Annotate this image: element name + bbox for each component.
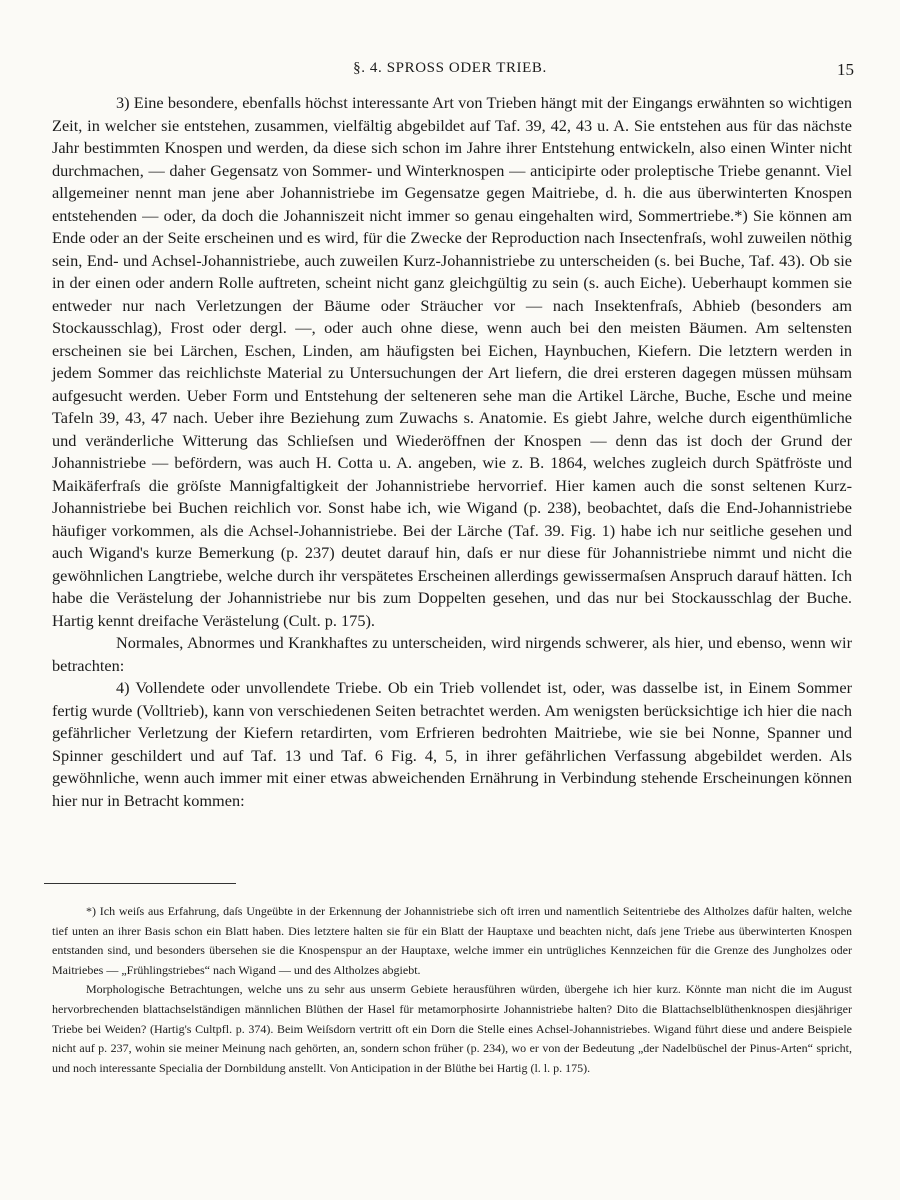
paragraph-vollendete-triebe: 4) Vollendete oder unvollendete Triebe. Ob ein Trieb vollendet ist, oder, was dasselbe ist, in Einem Sommer fertig wurde (Volltrieb), kann von verschiedenen Seiten betrachtet werden. Am wenigsten berücksichtige ich hier die nach gefährlicher Verletzung der Kiefern retardirten, vom Erfrieren bedrohten Maitriebe, wie sie bei Nonne, Spanner und Spinner geschildert und auf Taf. 13 und Taf. 6 Fig. 4, 5, in ihrer gefährlichen Verfassung abgebildet werden. Als gewöhnliche, wenn auch immer mit einer etwas abweichenden Ernährung in Verbindung stehende Erscheinungen können hier nur in Betracht kommen:	[52, 678, 852, 810]
main-text	[52, 92, 852, 812]
footnote-2: Morphologische Betrachtungen, welche uns zu sehr aus unserm Gebiete herausführen würden, übergehe ich hier kurz. Könnte man nicht die im August hervorbrechenden blattachselständigen männlichen Blüthen der Hasel für metamorphosirte Johannistriebe halten? Dito die Blattachselblüthenknospen diesjähriger Triebe bei Weiden? (Hartig's Cultpfl. p. 374). Beim Weiſsdorn vertritt oft ein Dorn die Stelle eines Achsel-Johannistriebes. Wigand führt diese und andere Beispiele nicht auf p. 237, wohin sie meiner Meinung nach gehörten, an, sondern schon früher (p. 234), wo er von der Bedeutung „der Nadelbüschel der Pinus-Arten“ spricht, und noch interessante Specialia der Dornbildung anstellt. Von Anticipation in der Blüthe bei Hartig (l. l. p. 175).	[52, 982, 852, 1075]
paragraph-johannistriebe: 3) Eine besondere, ebenfalls höchst interessante Art von Trieben hängt mit der Eingangs erwähnten so wichtigen Zeit, in welcher sie entstehen, zusammen, vielfältig abgebildet auf Taf. 39, 42, 43 u. A. Sie entstehen aus für das nächste Jahr bestimmten Knospen und werden, da diese sich schon im Jahre ihrer Entstehung entwickeln, also einen Winter nicht durchmachen, — daher Gegensatz von Sommer- und Winterknospen — anticipirte oder proleptische Triebe genannt. Viel allgemeiner nennt man jene aber Johannistriebe im Gegensatze gegen Maitriebe, d. h. die aus überwinterten Knospen entstehenden — oder, da doch die Johanniszeit nicht immer so genau eingehalten wird, Sommertriebe.*) Sie können am Ende oder an der Seite erscheinen und es wird, für die Zwecke der Reproduction nach Insectenfraſs, wohl zuweilen nöthig sein, End- und Achsel-Johannistriebe, auch zuweilen Kurz-Johannistriebe zu unterscheiden (s. bei Buche, Taf. 43). Ob sie in der einen oder andern Rolle auftreten, scheint nicht ganz gleichgültig zu sein (s. auch Eiche). Ueberhaupt kommen sie entweder nur nach Verletzungen der Bäume oder Sträucher vor — nach Insektenfraſs, Abhieb (besonders am Stockausschlag), Frost oder dergl. —, oder auch ohne diese, wenn auch bei den meisten Bäumen. Am seltensten erscheinen sie bei Lärchen, Eschen, Linden, am häufigsten bei Eichen, Haynbuchen, Kiefern. Die letztern werden in jedem Sommer das reichlichste Material zu Untersuchungen der Art liefern, die drei ersteren dagegen müssen mühsam aufgesucht werden. Ueber Form und Entstehung der selteneren sehe man die Artikel Lärche, Buche, Esche und meine Tafeln 39, 43, 47 nach. Ueber ihre Beziehung zum Zuwachs s. Anatomie. Es giebt Jahre, welche durch eigenthümliche und veränderliche Witterung das Schlieſsen und Wiederöffnen der Knospen — denn das ist doch der Grund der Johannistriebe — befördern, was auch H. Cotta u. A. angeben, wie z. B. 1864, welches zugleich durch Spätfröste und Maikäferfraſs die gröſste Mannigfaltigkeit der Johannistriebe hervorrief. Hier kamen auch die sonst seltenen Kurz-Johannistriebe bei Buchen reichlich vor. Sonst habe ich, wie Wigand (p. 238), beobachtet, daſs die End-Johannistriebe häufiger vorkommen, als die Achsel-Johannistriebe. Bei der Lärche (Taf. 39. Fig. 1) habe ich nur seitliche gesehen und auch Wigand's kurze Bemerkung (p. 237) deutet darauf hin, daſs er nur diese für Johannistriebe nimmt und nicht die gewöhnlichen Langtriebe, welche durch ihr verspätetes Erscheinen allerdings gewissermaſsen Anspruch darauf hätten. Ich habe die Verästelung der Johannistriebe nur bis zum Doppelten gesehen, und das nur bei Stockausschlag der Buche. Hartig kennt dreifache Verästelung (Cult. p. 175).	[52, 93, 852, 630]
page-number: 15	[837, 60, 854, 79]
running-header	[0, 60, 900, 84]
footnote-divider	[44, 883, 236, 884]
footnote-1: *) Ich weiſs aus Erfahrung, daſs Ungeübte in der Erkennung der Johannistriebe sich oft irren und namentlich Seitentriebe des Altholzes dafür halten, welche tief unten an ihrer Basis schon ein Blatt haben. Dies letztere halten sie für ein Blatt der Hauptaxe und beachten nicht, daſs jene Triebe aus überwinterten Knospen entstanden sind, und besonders übersehen sie die Knospenspur an der Hauptaxe, welche immer ein untrügliches Kennzeichen für die Grenze des Jungholzes oder Maitriebes — „Frühlingstriebes“ nach Wigand — und des Altholzes abgiebt.	[52, 904, 852, 977]
footnotes	[52, 902, 852, 1078]
paragraph-normales: Normales, Abnormes und Krankhaftes zu unterscheiden, wird nirgends schwerer, als hier, und ebenso, wenn wir betrachten:	[52, 633, 852, 675]
running-title: §. 4. SPROSS ODER TRIEB.	[353, 60, 547, 76]
